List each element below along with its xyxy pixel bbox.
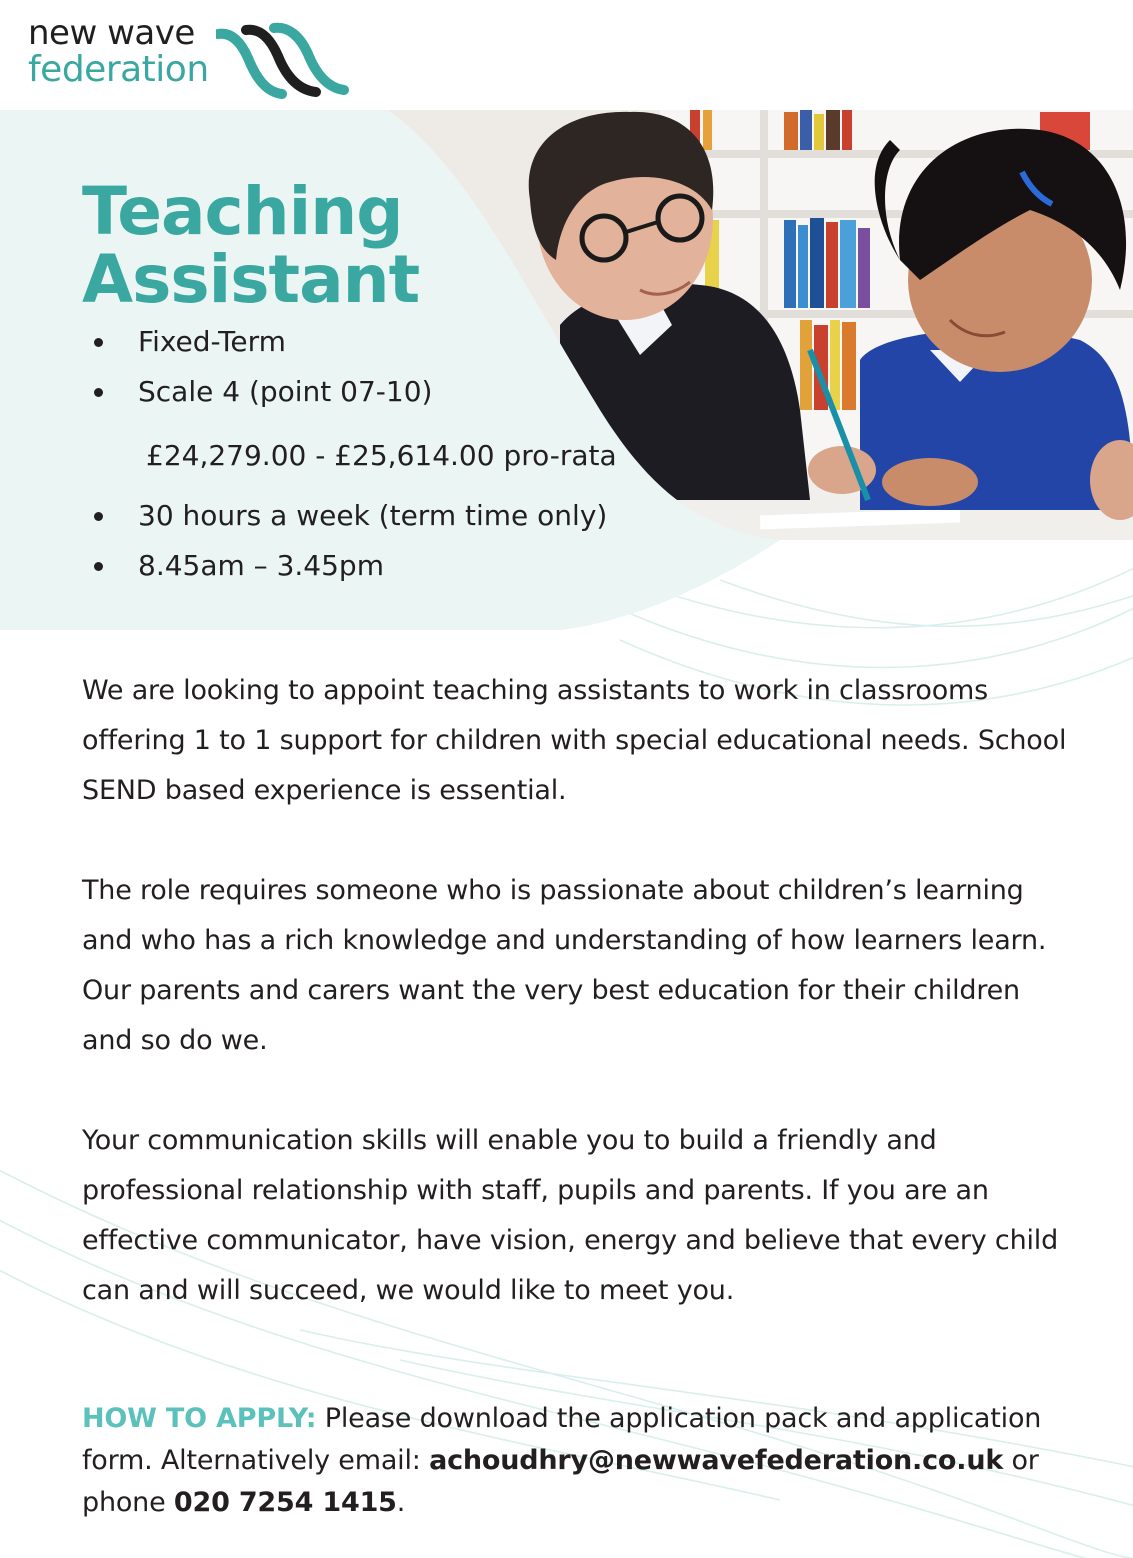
- bullet-icon: [94, 512, 103, 521]
- how-to-apply: [82, 1398, 1082, 1524]
- apply-text-2: or phone: [82, 1445, 1039, 1518]
- description-paragraph-3: Your communication skills will enable you to build a friendly and professional relationship with staff, pupils and parents. If you are an effective communicator, have vision, energy and believe that every child can and will succeed, we would like to meet you.: [82, 1125, 1059, 1306]
- logo: [28, 14, 348, 94]
- job-detail-salary: £24,279.00 - £25,614.00 pro-rata: [146, 439, 617, 472]
- job-title: [82, 173, 420, 318]
- job-detail-scale: Scale 4 (point 07-10): [138, 375, 433, 408]
- job-detail-hours: 30 hours a week (term time only): [138, 499, 608, 532]
- bullet-icon: [94, 388, 103, 397]
- bullet-icon: [94, 338, 103, 347]
- apply-text-1: Please download the application pack and application form. Alternatively email:: [82, 1403, 1042, 1476]
- description-paragraph-2: The role requires someone who is passionate about children’s learning and who has a rich knowledge and understanding of how learners learn. Our parents and carers want the very best education for their children and so do we.: [82, 875, 1047, 1056]
- how-to-apply-label: HOW TO APPLY:: [82, 1403, 317, 1434]
- job-detail-contract: Fixed-Term: [138, 325, 286, 358]
- logo-text-federation: federation: [28, 49, 209, 90]
- job-title-line-2: Assistant: [82, 241, 420, 318]
- description-paragraph-1: We are looking to appoint teaching assistants to work in classrooms offering 1 to 1 support for children with special educational needs. School SEND based experience is essential.: [82, 675, 1067, 806]
- logo-text-new-wave: new wave: [28, 13, 195, 53]
- apply-text-3: .: [396, 1487, 406, 1518]
- job-detail-times: 8.45am – 3.45pm: [138, 549, 384, 582]
- apply-phone-number[interactable]: 020 7254 1415: [173, 1487, 397, 1518]
- logo-waves-icon: [216, 22, 366, 102]
- apply-email-link[interactable]: achoudhry@newwavefederation.co.uk: [429, 1445, 1004, 1476]
- bullet-icon: [94, 562, 103, 571]
- job-title-line-1: Teaching: [82, 173, 403, 250]
